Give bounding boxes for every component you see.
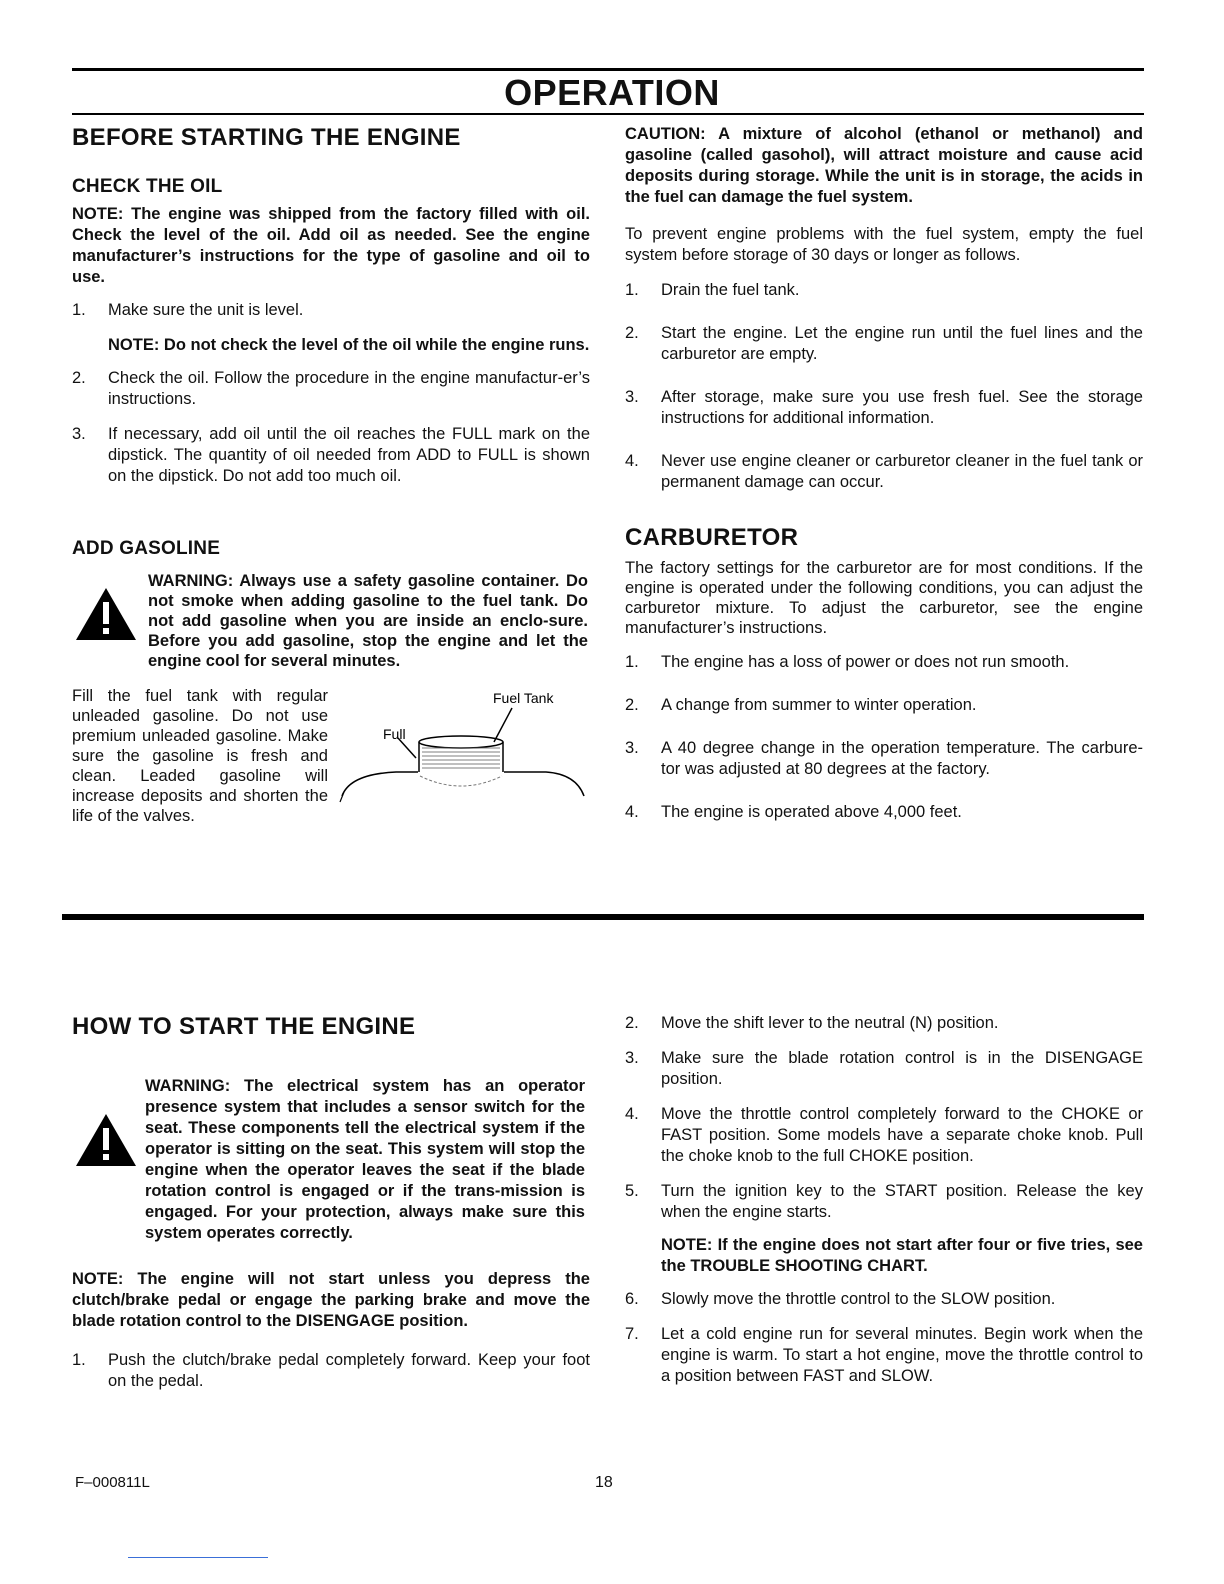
page-title: OPERATION (504, 72, 720, 113)
step-number: 1. (625, 653, 639, 671)
list-item (625, 738, 1143, 780)
step-number: 7. (625, 1325, 639, 1343)
step-text: Never use engine cleaner or carburetor cleaner in the fuel tank or permanent damage can occur. (661, 452, 1143, 491)
list-item (625, 1181, 1143, 1223)
step-text: Move the throttle control completely forward to the CHOKE or FAST position. Some models have a separate choke knob. Pull the choke knob to the full CHOKE position. (661, 1105, 1143, 1165)
step-text: Turn the ignition key to the START position. Release the key when the engine starts. (661, 1182, 1143, 1221)
step-number: 3. (625, 388, 639, 406)
carburetor-heading: CARBURETOR (625, 524, 799, 551)
list-item (625, 802, 1143, 823)
fill-tank-text: Fill the fuel tank with regular unleaded gasoline. Do not use premium unleaded gasoline. Make sure the gasoline is fresh and clean. Leaded gasoline will increase deposits and shorten the life of the valves. (72, 687, 328, 825)
step-number: 3. (72, 425, 86, 443)
start-steps-a (625, 1013, 1143, 1223)
start-heading: HOW TO START THE ENGINE (72, 1013, 416, 1040)
step-number: 2. (625, 324, 639, 342)
step-text: Check the oil. Follow the procedure in the engine manufactur-er’s instructions. (108, 369, 590, 408)
step-number: 4. (625, 803, 639, 821)
start-note-trouble: NOTE: If the engine does not start after four or five tries, see the TROUBLE SHOOTING CHART. (661, 1236, 1143, 1275)
carburetor-steps (625, 652, 1143, 823)
step-text: The engine has a loss of power or does not run smooth. (661, 653, 1070, 671)
step-text: Make sure the unit is level. (108, 301, 304, 319)
list-item (625, 1324, 1143, 1387)
caution-section (625, 124, 1143, 493)
step-text: Slowly move the throttle control to the SLOW position. (661, 1290, 1056, 1308)
list-item (72, 300, 590, 321)
step-number: 4. (625, 452, 639, 470)
list-item (625, 1289, 1143, 1310)
oil-running-note: NOTE: Do not check the level of the oil while the engine runs. (108, 336, 590, 354)
warning-triangle-icon (74, 586, 138, 642)
list-item (625, 1048, 1143, 1090)
start-note: NOTE: The engine will not start unless you depress the clutch/brake pedal or engage the parking brake and move the blade rotation control to the DISENGAGE position. (72, 1270, 590, 1330)
start-steps-right (625, 1013, 1143, 1387)
list-item (625, 280, 1143, 301)
check-oil-note: NOTE: The engine was shipped from the factory filled with oil. Check the level of the oil. Add oil as needed. See the engine manufacturer’s instructions for the type of gasoline and oil to use. (72, 205, 590, 286)
step-number: 5. (625, 1182, 639, 1200)
step-text: Push the clutch/brake pedal completely forward. Keep your foot on the pedal. (108, 1351, 590, 1390)
step-number: 2. (72, 369, 86, 387)
list-item (625, 323, 1143, 365)
before-heading: BEFORE STARTING THE ENGINE (72, 124, 461, 151)
caution-intro: To prevent engine problems with the fuel system, empty the fuel system before storage of 30 days or longer as follows. (625, 225, 1143, 264)
list-item (625, 652, 1143, 673)
list-item (625, 1104, 1143, 1167)
carburetor-intro: The factory settings for the carburetor are for most conditions. If the engine is operated under the following conditions, you can adjust the carburetor mixture. To adjust the carburetor, see the engine manufacturer’s instructions. (625, 559, 1143, 637)
step-text: After storage, make sure you use fresh fuel. See the storage instructions for additional information. (661, 388, 1143, 427)
step-text: Start the engine. Let the engine run until the fuel lines and the carburetor are empty. (661, 324, 1143, 363)
caution-text: CAUTION: A mixture of alcohol (ethanol or methanol) and gasoline (called gasohol), will attract moisture and cause acid deposits during storage. While the unit is in storage, the acids in the fuel can damage the fuel system. (625, 125, 1143, 206)
step-number: 1. (72, 301, 86, 319)
step-text: If necessary, add oil until the oil reaches the FULL mark on the dipstick. The quantity of oil needed from ADD to FULL is shown on the dipstick. Do not add too much oil. (108, 425, 590, 485)
step-number: 1. (625, 281, 639, 299)
check-oil-steps (72, 300, 590, 321)
step-number: 3. (625, 1049, 639, 1067)
storage-steps (625, 280, 1143, 493)
add-gasoline-heading: ADD GASOLINE (72, 538, 221, 559)
list-item (72, 368, 590, 410)
step-text: Let a cold engine run for several minutes. Begin work when the engine is warm. To start a hot engine, move the throttle control to a position between FAST and SLOW. (661, 1325, 1143, 1385)
top-rule (72, 68, 1144, 71)
list-item (625, 387, 1143, 429)
step-number: 2. (625, 696, 639, 714)
step-number: 6. (625, 1290, 639, 1308)
step-number: 3. (625, 739, 639, 757)
list-item (625, 451, 1143, 493)
section-divider (62, 914, 1144, 920)
title-underline (72, 113, 1144, 115)
fuel-tank-label: Fuel Tank (493, 690, 554, 706)
link-underline (128, 1557, 268, 1558)
start-warning: WARNING: The electrical system has an operator presence system that includes a sensor switch for the seat. These components tell the electrical system if the operator is sitting on the seat. This system will stop the engine when the operator leaves the seat if the blade rotation control is engaged or if the trans-mission is engaged. For your protection, always make sure this system operates correctly. (145, 1077, 585, 1242)
step-text: Move the shift lever to the neutral (N) position. (661, 1014, 999, 1032)
list-item (625, 695, 1143, 716)
list-item (625, 1013, 1143, 1034)
page-number: 18 (595, 1474, 613, 1491)
list-item (72, 424, 590, 487)
carburetor-section (625, 524, 1143, 823)
list-item (72, 1350, 590, 1392)
check-oil-steps-cont (72, 368, 590, 487)
step-text: Drain the fuel tank. (661, 281, 800, 299)
fuel-tank-diagram (336, 684, 592, 824)
warning-triangle-icon (74, 1112, 138, 1168)
start-steps-left (72, 1350, 590, 1392)
document-code: F–000811L (75, 1474, 150, 1491)
step-number: 1. (72, 1351, 86, 1369)
step-number: 2. (625, 1014, 639, 1032)
check-oil-heading: CHECK THE OIL (72, 176, 223, 197)
step-text: Make sure the blade rotation control is in the DISENGAGE position. (661, 1049, 1143, 1088)
step-text: A 40 degree change in the operation temperature. The carbure-tor was adjusted at 80 degrees at the factory. (661, 739, 1143, 778)
full-label: Full (383, 726, 406, 742)
gasoline-warning: WARNING: Always use a safety gasoline container. Do not smoke when adding gasoline to the fuel tank. Do not add gasoline when you are inside an enclo-sure. Before you add gasoline, stop the engine and let the engine cool for several minutes. (148, 572, 588, 670)
before-section (72, 124, 590, 487)
step-number: 4. (625, 1105, 639, 1123)
step-text: A change from summer to winter operation. (661, 696, 977, 714)
start-steps-b (625, 1289, 1143, 1387)
step-text: The engine is operated above 4,000 feet. (661, 803, 962, 821)
